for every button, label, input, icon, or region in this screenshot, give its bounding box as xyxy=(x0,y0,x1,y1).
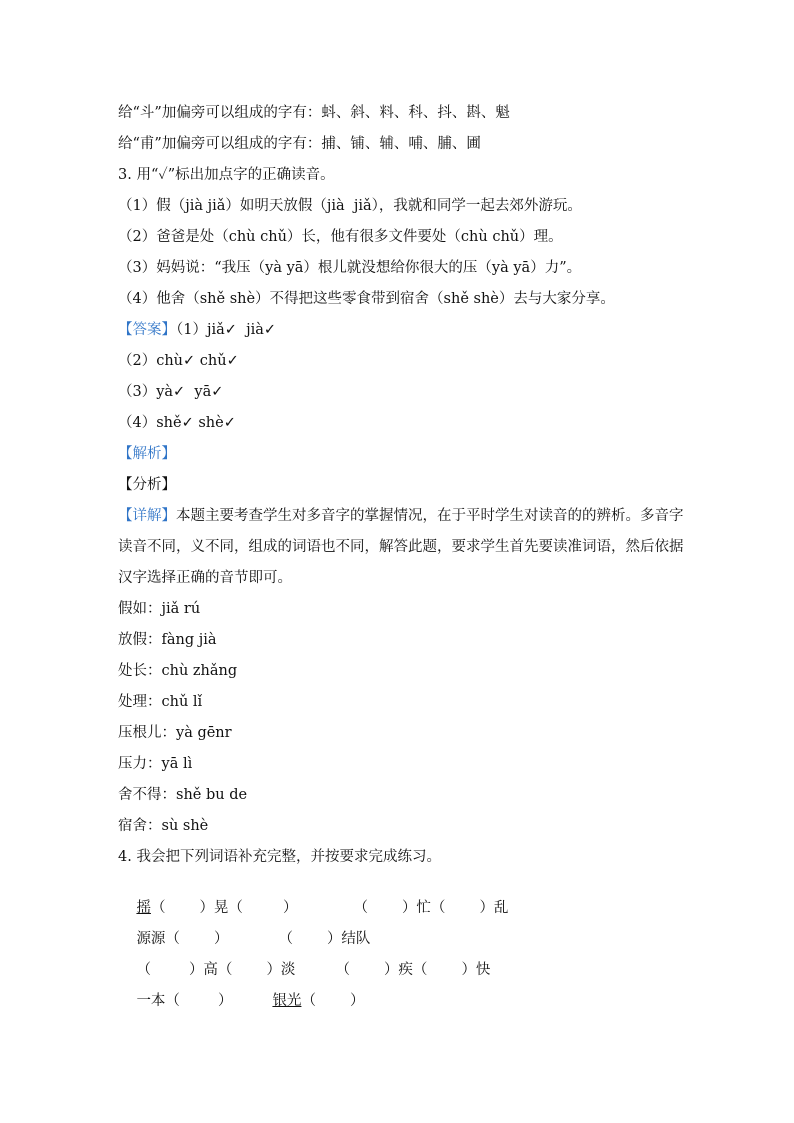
fenxi-heading: 【分析】 xyxy=(118,477,176,493)
pinyin-chuli: 处理：chǔ lǐ xyxy=(118,694,203,710)
q3-item-4: （4）他舍（shě shè）不得把这些零食带到宿舍（shě shè）去与大家分享。 xyxy=(118,291,615,307)
analysis-tag: 【解析】 xyxy=(118,446,176,462)
pinyin-sushe: 宿舍：sù shè xyxy=(118,818,209,834)
detail-text-3: 汉字选择正确的音节即可。 xyxy=(118,570,292,586)
row1-mang: ）忙（ xyxy=(401,900,446,916)
row3-gao: ）高（ xyxy=(188,962,233,978)
row1-open: （ xyxy=(150,900,166,916)
answer-line-1 xyxy=(118,320,276,340)
row1-close: ） xyxy=(282,900,298,916)
q3-item-1: （1）假（jià jiǎ）如明天放假（jià jiǎ），我就和同学一起去郊外游玩。 xyxy=(118,198,582,214)
row4-yinguang: 银光 xyxy=(272,993,302,1009)
detail-text-1: 本题主要考查学生对多音字的掌握情况，在于平时学生对读音的的辨析。多音字 xyxy=(176,508,684,524)
row4-yiben: 一本（ xyxy=(136,993,180,1009)
row1-huang: ）晃（ xyxy=(199,900,243,916)
detail-tag: 【详解】 xyxy=(118,508,176,524)
pinyin-yagenr: 压根儿：yà gēnr xyxy=(118,725,232,741)
row1-luan: ）乱 xyxy=(479,900,509,916)
row1-yao: 摇 xyxy=(136,900,151,916)
pinyin-fangjia: 放假：fàng jià xyxy=(118,632,217,648)
answer-4: （4）shě✓ shè✓ xyxy=(118,415,236,431)
q3-item-2: （2）爸爸是处（chù chǔ）长，他有很多文件要处（chù chǔ）理。 xyxy=(118,229,563,245)
row4-close-2: ） xyxy=(349,993,365,1009)
answer-3: （3）yà✓ yā✓ xyxy=(118,384,224,400)
row3-open-2: （ xyxy=(335,962,350,978)
pinyin-jiaru: 假如：jiǎ rú xyxy=(118,601,201,617)
row1-open-2: （ xyxy=(353,900,368,916)
row4-open: （ xyxy=(301,993,316,1009)
row3-open: （ xyxy=(136,962,151,978)
q3-item-3: （3）妈妈说：“我压（yà yā）根儿就没想给你很大的压（yà yā）力”。 xyxy=(118,260,582,276)
row2-jiedui: ）结队 xyxy=(326,931,371,947)
row3-kuai: ）快 xyxy=(461,962,491,978)
detail-line-1 xyxy=(118,506,684,526)
pinyin-yali: 压力：yā lì xyxy=(118,756,193,772)
answer-tag: 【答案】 xyxy=(118,322,176,338)
fill-row-4 xyxy=(118,971,364,1031)
row2-yuanyuan: 源源（ xyxy=(136,931,180,947)
answer-2: （2）chù✓ chǔ✓ xyxy=(118,353,239,369)
pinyin-shebude: 舍不得：shě bu de xyxy=(118,787,248,803)
line-fu: 给“甫”加偏旁可以组成的字有：捕、铺、辅、哺、脯、圃 xyxy=(118,136,481,152)
row2-close: ） xyxy=(213,931,229,947)
line-dou: 给“斗”加偏旁可以组成的字有：蚪、斜、料、科、抖、斟、魁 xyxy=(118,105,510,121)
pinyin-chuzhang: 处长：chù zhǎng xyxy=(118,663,238,679)
row2-open: （ xyxy=(278,931,293,947)
detail-text-2: 读音不同，义不同，组成的词语也不同，解答此题，要求学生首先要读准词语，然后依据 xyxy=(118,539,684,555)
row3-ji: ）疾（ xyxy=(383,962,428,978)
question-4: 4. 我会把下列词语补充完整，并按要求完成练习。 xyxy=(118,849,441,865)
question-3: 3. 用“✓”标出加点字的正确读音。 xyxy=(118,167,335,183)
answer-1: （1）jiǎ✓ jià✓ xyxy=(176,322,277,338)
row3-dan: ）淡 xyxy=(266,962,296,978)
row4-close: ） xyxy=(217,993,233,1009)
